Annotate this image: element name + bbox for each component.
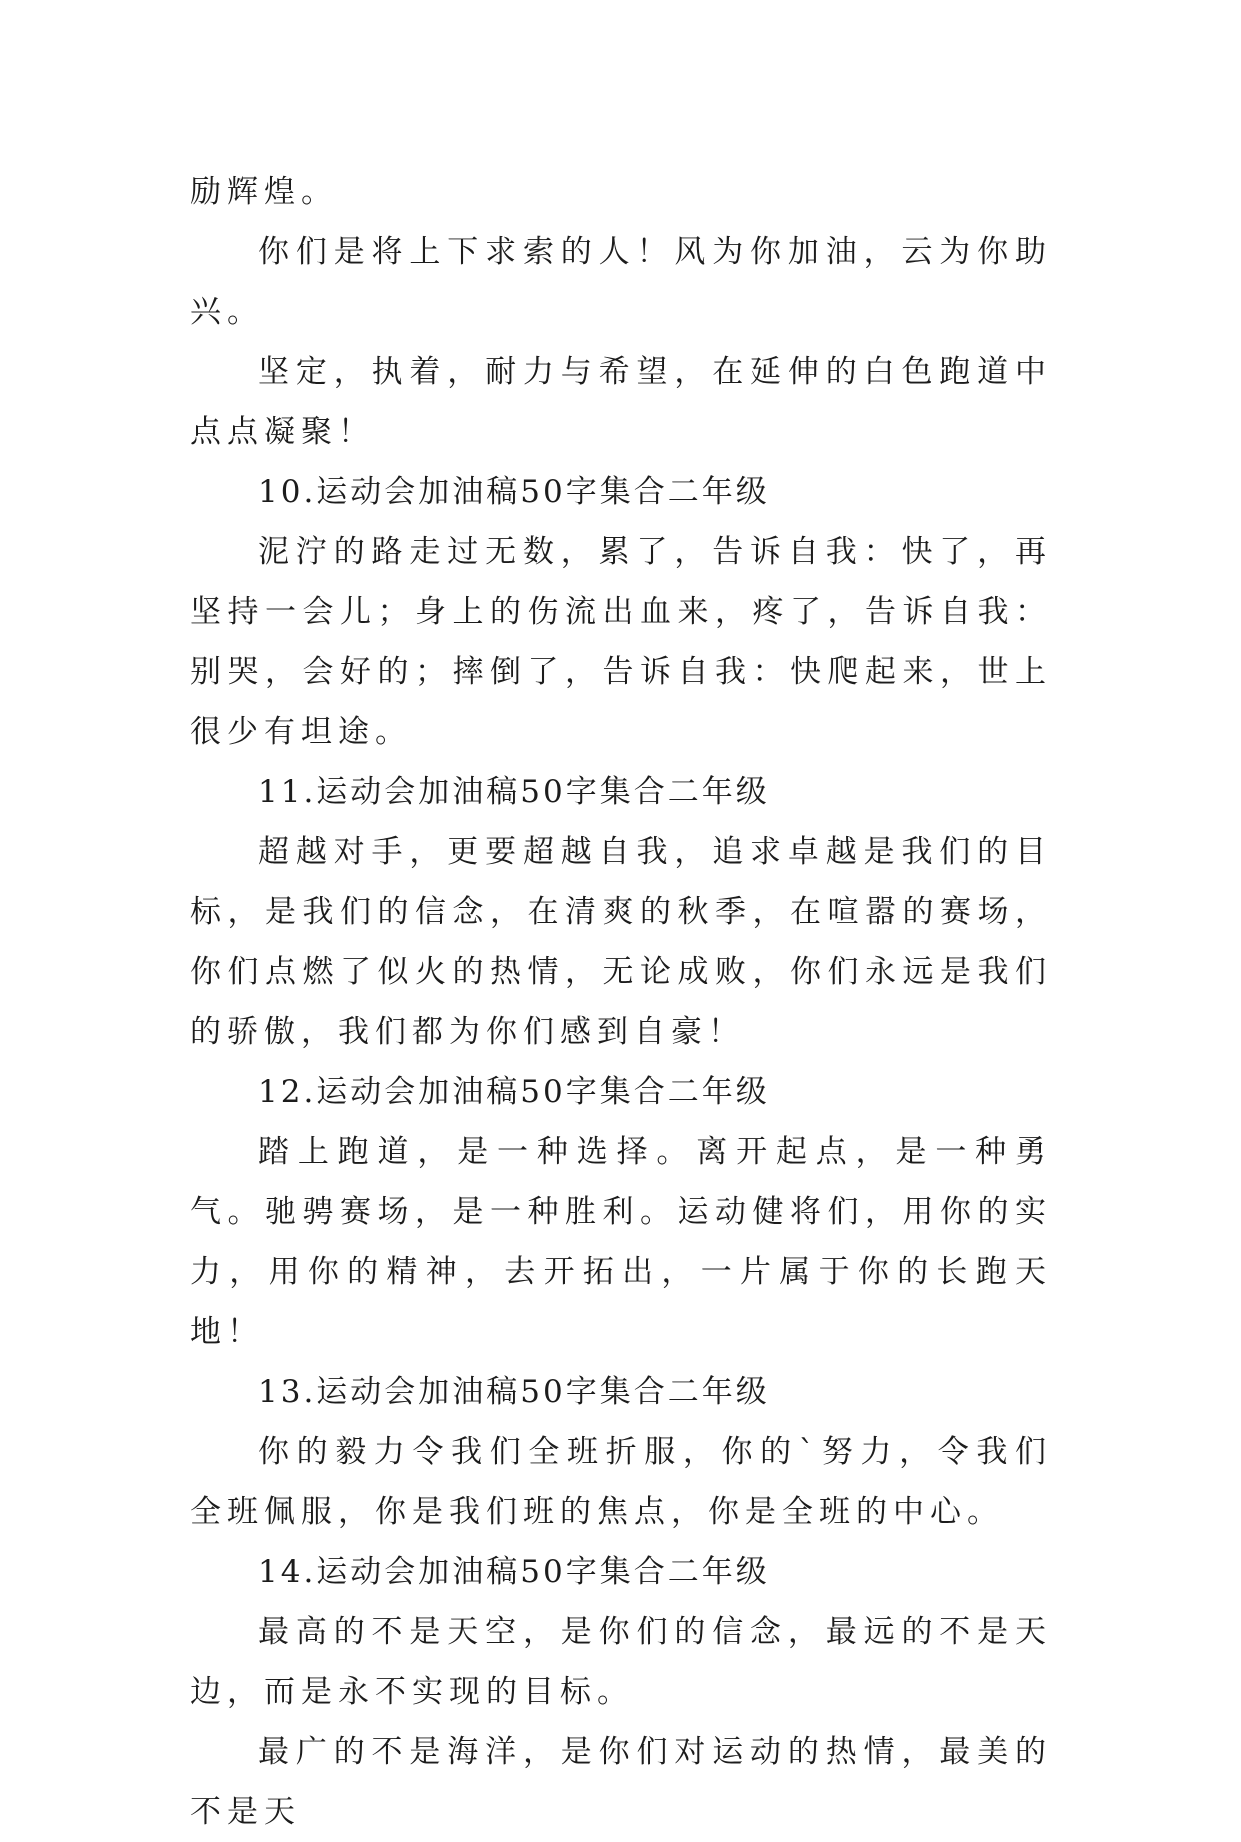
section-heading: 10.运动会加油稿50字集合二年级: [258, 474, 770, 510]
section-heading: 14.运动会加油稿50字集合二年级: [258, 1554, 770, 1590]
paragraph: 超越对手，更要超越自我，追求卓越是我们的目标，是我们的信念，在清爽的秋季，在喧嚣的赛场，你们点燃了似火的热情，无论成败，你们永远是我们的骄傲，我们都为你们感到自豪！: [190, 834, 1052, 1050]
paragraph: 你们是将上下求索的人！风为你加油，云为你助兴。: [190, 234, 1052, 330]
section-heading: 12.运动会加油稿50字集合二年级: [258, 1074, 770, 1110]
paragraph: 最高的不是天空，是你们的信念，最远的不是天边，而是永不实现的目标。: [190, 1614, 1052, 1710]
document-body: [190, 162, 1052, 1842]
paragraph: 坚定，执着，耐力与希望，在延伸的白色跑道中点点凝聚！: [190, 354, 1052, 450]
paragraph: 励辉煌。: [190, 174, 338, 210]
paragraph: 泥泞的路走过无数，累了，告诉自我：快了，再坚持一会儿；身上的伤流出血来，疼了，告诉自我：别哭，会好的；摔倒了，告诉自我：快爬起来，世上很少有坦途。: [190, 534, 1052, 750]
paragraph: 你的毅力令我们全班折服，你的`努力，令我们全班佩服，你是我们班的焦点，你是全班的中心。: [190, 1434, 1052, 1530]
paragraph: 踏上跑道，是一种选择。离开起点，是一种勇气。驰骋赛场，是一种胜利。运动健将们，用你的实力，用你的精神，去开拓出，一片属于你的长跑天地！: [190, 1134, 1052, 1350]
section-heading: 11.运动会加油稿50字集合二年级: [258, 774, 770, 810]
section-heading: 13.运动会加油稿50字集合二年级: [258, 1374, 770, 1410]
paragraph: 最广的不是海洋，是你们对运动的热情，最美的不是天: [190, 1734, 1052, 1830]
